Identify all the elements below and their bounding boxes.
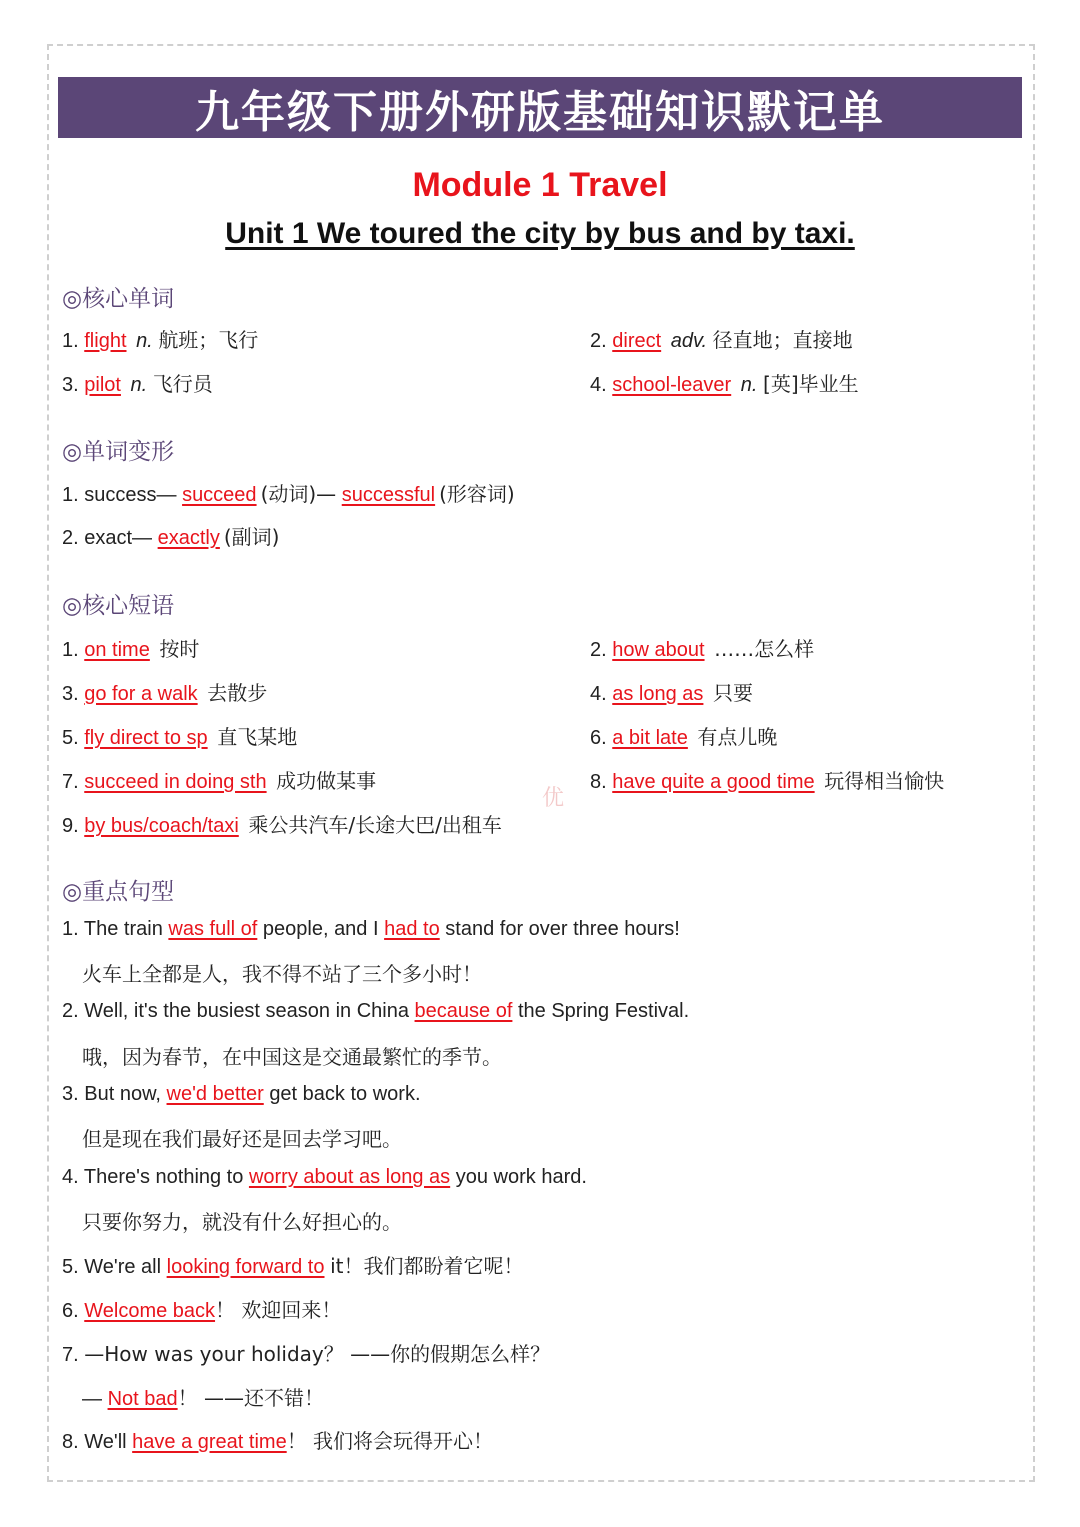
- sentence-text: Well, it's the busiest season in China: [84, 1000, 409, 1022]
- answer-phrase: by bus/coach/taxi: [84, 815, 239, 837]
- phrase-item: [62, 721, 297, 750]
- form-item: [62, 478, 515, 507]
- item-number: 3.: [62, 683, 79, 705]
- section-title-vocab: ◎核心单词: [62, 286, 175, 312]
- vocab-item: [62, 368, 213, 397]
- answer-word: school-leaver: [612, 374, 732, 396]
- answer-phrase: a bit late: [612, 727, 688, 749]
- base-word: success—: [84, 484, 177, 506]
- item-number: 3.: [62, 1083, 79, 1105]
- meaning: 玩得相当愉快: [824, 769, 945, 793]
- item-number: 2.: [590, 330, 607, 352]
- answer-word: flight: [84, 330, 127, 352]
- answer-phrase: we'd better: [166, 1083, 264, 1105]
- meaning: 有点儿晚: [697, 725, 778, 749]
- part-of-speech: adv.: [670, 330, 708, 352]
- sentence-text: —How was your holiday？ ——你的假期怎么样？: [84, 1342, 551, 1366]
- sentence-1: [62, 918, 680, 941]
- form-item: [62, 521, 279, 550]
- answer-phrase: as long as: [612, 683, 704, 705]
- item-number: 1.: [62, 918, 79, 940]
- watermark: 优: [542, 786, 565, 811]
- item-number: 4.: [590, 374, 607, 396]
- phrase-item: [590, 765, 944, 794]
- answer-phrase: was full of: [168, 918, 258, 940]
- meaning: ……怎么样: [714, 637, 815, 661]
- meaning: 成功做某事: [276, 769, 377, 793]
- meaning: 径直地；直接地: [712, 328, 853, 352]
- answer-phrase: have quite a good time: [612, 771, 815, 793]
- item-number: 9.: [62, 815, 79, 837]
- item-number: 7.: [62, 771, 79, 793]
- answer-phrase: go for a walk: [84, 683, 198, 705]
- answer-phrase: because of: [414, 1000, 513, 1022]
- form-type: (动词)—: [260, 482, 337, 506]
- meaning: 飞行员: [152, 372, 213, 396]
- sentence-text: the Spring Festival.: [517, 1000, 690, 1022]
- answer-phrase: Not bad: [107, 1388, 178, 1410]
- form-type: (形容词): [439, 482, 515, 506]
- phrase-item: [62, 633, 199, 662]
- sentence-text: There's nothing to: [83, 1166, 244, 1188]
- meaning: 直飞某地: [217, 725, 298, 749]
- sentence-1-translation: 火车上全都是人，我不得不站了三个多小时！: [82, 962, 482, 986]
- meaning: 乘公共汽车/长途大巴/出租车: [248, 813, 502, 837]
- form-type: (副词): [223, 525, 280, 549]
- section-title-sentences: ◎重点句型: [62, 879, 175, 905]
- part-of-speech: n.: [136, 330, 153, 352]
- sentence-text: people, and I: [262, 918, 379, 940]
- answer-phrase: on time: [84, 639, 150, 661]
- sentence-text: you work hard.: [455, 1166, 587, 1188]
- phrase-item: [62, 809, 502, 838]
- sentence-2-translation: 哦，因为春节，在中国这是交通最繁忙的季节。: [82, 1045, 502, 1069]
- meaning: 按时: [159, 637, 200, 661]
- item-number: 7.: [62, 1344, 79, 1366]
- answer-word: exactly: [157, 527, 220, 549]
- sentence-3: [62, 1083, 421, 1106]
- answer-word: direct: [612, 330, 662, 352]
- answer-phrase: succeed in doing sth: [84, 771, 267, 793]
- sentence-7-reply: [82, 1382, 324, 1411]
- sentence-text: The train: [83, 918, 163, 940]
- item-number: 2.: [62, 1000, 79, 1022]
- meaning: 只要: [712, 681, 753, 705]
- item-number: 4.: [590, 683, 607, 705]
- phrase-item: [62, 765, 376, 794]
- item-number: 3.: [62, 374, 79, 396]
- sentence-text: —: [82, 1388, 102, 1410]
- module-title: Module 1 Travel: [412, 166, 668, 204]
- section-title-phrases: ◎核心短语: [62, 593, 175, 619]
- sentence-4-translation: 只要你努力，就没有什么好担心的。: [82, 1210, 402, 1234]
- sentence-text: it！我们都盼着它呢！: [330, 1254, 524, 1278]
- item-number: 2.: [590, 639, 607, 661]
- section-title-forms: ◎单词变形: [62, 439, 175, 465]
- sentence-text: get back to work.: [269, 1083, 421, 1105]
- meaning: [英]毕业生: [763, 372, 859, 396]
- meaning: 去散步: [207, 681, 268, 705]
- meaning: 航班；飞行: [158, 328, 259, 352]
- unit-title-wrap: [0, 217, 1080, 251]
- answer-phrase: worry about as long as: [248, 1166, 451, 1188]
- answer-word: pilot: [84, 374, 121, 396]
- phrase-item: [62, 677, 267, 706]
- answer-word: succeed: [182, 484, 257, 506]
- base-word: exact—: [84, 527, 153, 549]
- vocab-item: [62, 324, 258, 353]
- item-number: 6.: [590, 727, 607, 749]
- item-number: 1.: [62, 639, 79, 661]
- item-number: 8.: [590, 771, 607, 793]
- vocab-item: [590, 324, 853, 353]
- item-number: 8.: [62, 1431, 79, 1453]
- sentence-7: [62, 1338, 550, 1367]
- phrase-item: [590, 633, 814, 662]
- sentence-text: ！ ——还不错！: [177, 1386, 324, 1410]
- item-number: 5.: [62, 727, 79, 749]
- answer-phrase: looking forward to: [166, 1256, 325, 1278]
- item-number: 5.: [62, 1256, 79, 1278]
- item-number: 1.: [62, 330, 79, 352]
- phrase-item: [590, 721, 777, 750]
- sentence-text: We're all: [84, 1256, 162, 1278]
- answer-phrase: Welcome back: [84, 1300, 216, 1322]
- sentence-5: [62, 1250, 523, 1279]
- item-number: 1.: [62, 484, 79, 506]
- answer-phrase: fly direct to sp: [84, 727, 208, 749]
- item-number: 6.: [62, 1300, 79, 1322]
- sentence-4: [62, 1166, 587, 1189]
- item-number: 4.: [62, 1166, 79, 1188]
- sentence-text: ！ 欢迎回来！: [215, 1298, 342, 1322]
- part-of-speech: n.: [130, 374, 148, 396]
- answer-phrase: had to: [384, 918, 440, 940]
- sentence-text: We'll: [84, 1431, 127, 1453]
- sentence-6: [62, 1294, 341, 1323]
- phrase-item: [590, 677, 753, 706]
- sentence-3-translation: 但是现在我们最好还是回去学习吧。: [82, 1127, 402, 1151]
- sentence-text: stand for over three hours!: [445, 918, 680, 940]
- sentence-2: [62, 1000, 689, 1023]
- item-number: 2.: [62, 527, 79, 549]
- vocab-item: [590, 368, 859, 397]
- unit-title: Unit 1 We toured the city by bus and by taxi.: [225, 217, 855, 250]
- answer-word: successful: [341, 484, 436, 506]
- banner-title: 九年级下册外研版基础知识默记单: [195, 86, 885, 138]
- answer-phrase: have a great time: [132, 1431, 287, 1453]
- answer-phrase: how about: [612, 639, 705, 661]
- sentence-text: But now,: [84, 1083, 161, 1105]
- sentence-text: ！ 我们将会玩得开心！: [286, 1429, 494, 1453]
- sentence-8: [62, 1425, 493, 1454]
- title-banner: [58, 77, 1022, 138]
- part-of-speech: n.: [740, 374, 758, 396]
